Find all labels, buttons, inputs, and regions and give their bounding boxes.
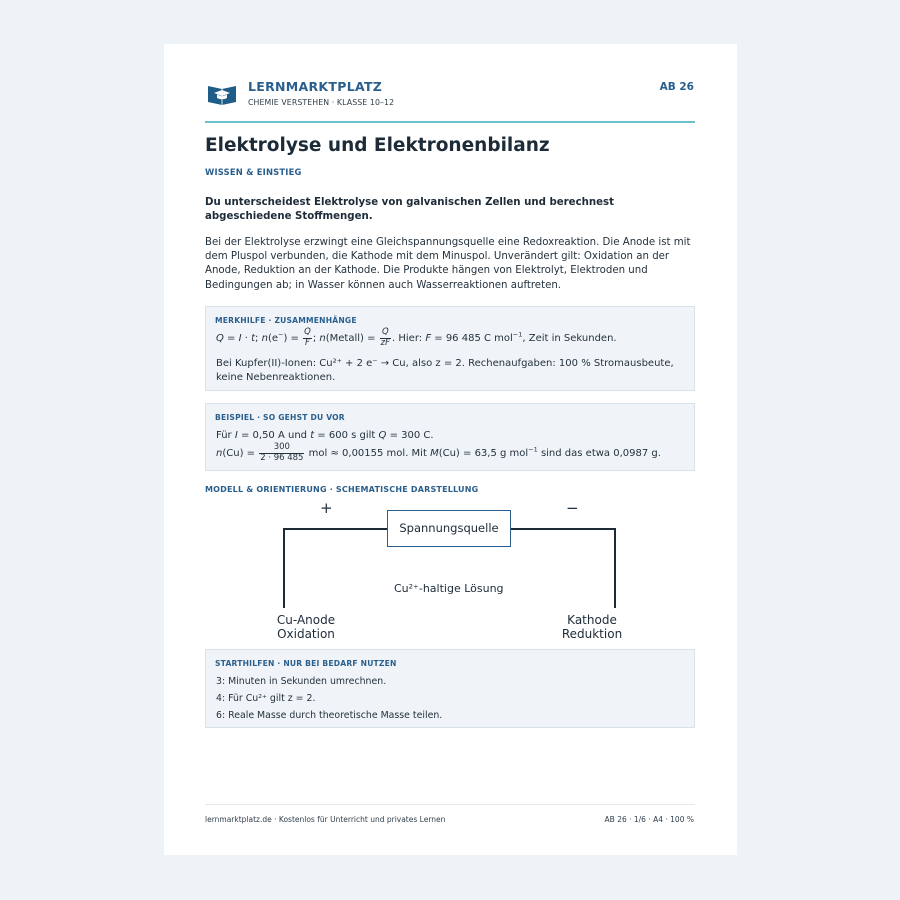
graduation-cap-book-icon [207,82,237,105]
merkhilfe-label: MERKHILFE · ZUSAMMENHÄNGE [215,316,357,325]
worksheet-page [164,44,737,855]
lead-text: Du unterscheidest Elektrolyse von galvanischen Zellen und berechnest abgeschiedene Stoffmengen. [205,197,614,222]
voltage-source-box: Spannungsquelle [387,510,511,547]
anode-name: Cu-Anode [276,613,336,627]
anode-label [256,613,356,641]
sheet-id: AB 26 [659,81,694,93]
minus-pole: − [566,499,579,517]
hints-box [205,649,695,728]
hints-label: STARTHILFEN · NUR BEI BEDARF NUTZEN [215,659,397,668]
merkhilfe-line-3: keine Nebenreaktionen. [216,372,336,383]
anode-process: Oxidation [277,627,335,641]
header-divider [205,121,695,123]
wire-left-vertical [283,528,285,608]
page-title: Elektrolyse und Elektronenbilanz [205,135,550,156]
footer-left: lernmarktplatz.de · Kostenlos für Unterricht und privates Lernen [205,815,446,824]
beispiel-label: BEISPIEL · SO GEHST DU VOR [215,413,345,422]
brand-name: LERNMARKTPLATZ [248,79,383,94]
plus-pole: + [320,499,333,517]
hint-item: 6: Reale Masse durch theoretische Masse teilen. [216,710,443,721]
wire-left-horizontal [283,528,387,530]
wire-right-vertical [614,528,616,608]
brand-subtitle: CHEMIE VERSTEHEN · KLASSE 10–12 [248,98,395,107]
merkhilfe-box [205,306,695,391]
footer-divider [205,804,695,805]
wire-right-horizontal [511,528,615,530]
merkhilfe-line-2: Bei Kupfer(II)-Ionen: Cu²⁺ + 2 e⁻ → Cu, also z = 2. Rechenaufgaben: 100 % Stromausbeute, [216,358,674,369]
beispiel-box [205,403,695,471]
section-kicker: WISSEN & EINSTIEG [205,167,302,177]
intro-paragraph: Bei der Elektrolyse erzwingt eine Gleichspannungsquelle eine Redoxreaktion. Die Anode ist mit dem Pluspol verbunden, die Kathode mit dem Minuspol. Unverändert gilt: Oxidation an der Anode, Reduktion an der Kathode. Die Produkte hängen von Elektrolyt, Elektroden und Bedingungen ab; in Wasser können auch Wasserreaktionen auftreten. [205,237,691,291]
cathode-label [542,613,642,641]
example-line-2: n(Cu) = $\frac{300}{2 \cdot 96 485}$ mol ≈ 0,00155 mol. Mit M(Cu) = 63,5 g mol$^{-1}$ sind das etwa 0,0987 g. [216,442,661,463]
diagram-label: MODELL & ORIENTIERUNG · SCHEMATISCHE DARSTELLUNG [205,485,479,494]
hint-item: 4: Für Cu²⁺ gilt z = 2. [216,693,316,704]
solution-label: Cu²⁺-haltige Lösung [394,582,504,595]
footer-right: AB 26 · 1/6 · A4 · 100 % [604,815,694,824]
hint-item: 3: Minuten in Sekunden umrechnen. [216,676,387,687]
example-line-1: Für I = 0,50 A und t = 600 s gilt Q = 300 C. [216,430,434,441]
formula-line: Q = I · t; n(e−) = $\frac{Q}{F}$ ; n(Metall) = $\frac{Q}{zF}$ . Hier: F = 96 485 C mol$^{-1}$, Zeit in Sekunden. [216,327,617,348]
cathode-name: Kathode [567,613,617,627]
cathode-process: Reduktion [561,627,623,641]
